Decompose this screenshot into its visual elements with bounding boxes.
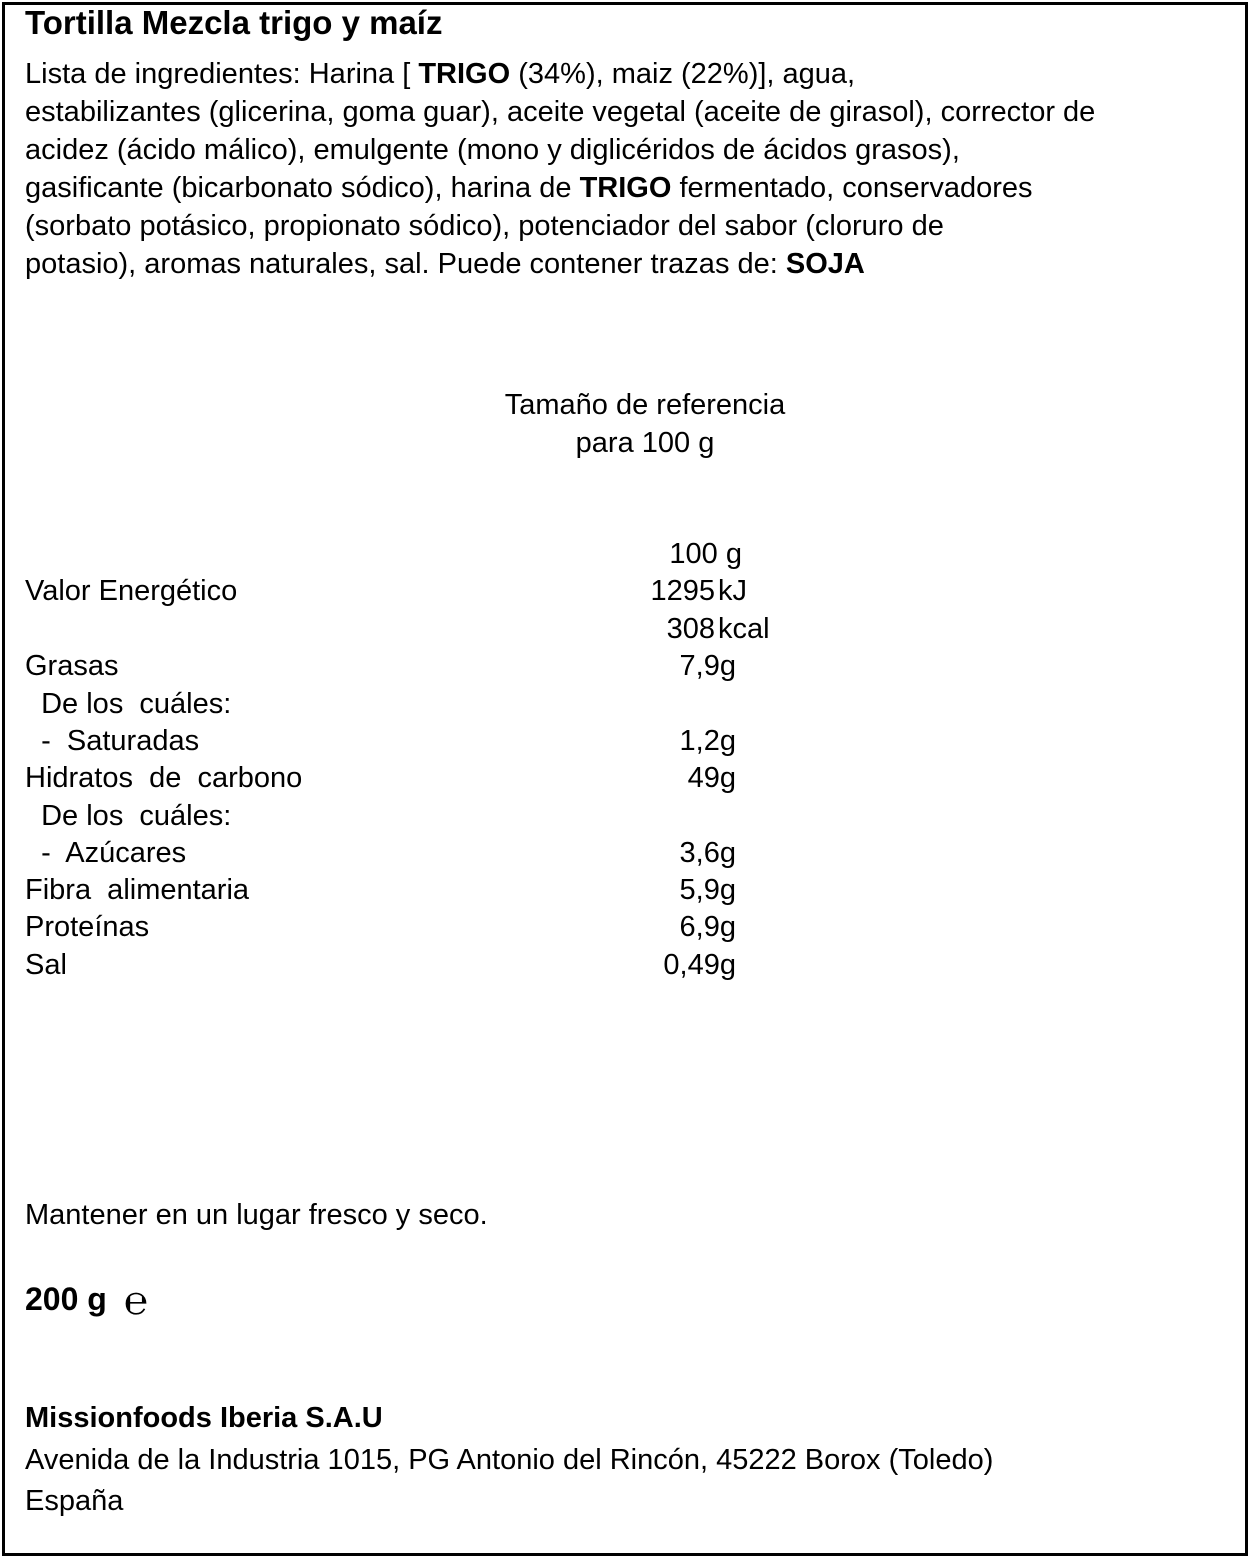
energy-kcal-unit: kcal — [718, 613, 770, 645]
reference-size-heading: Tamaño de referencia — [504, 389, 786, 421]
nutrition-column-header: 100 g — [669, 538, 742, 570]
nutrient-value-protein: 6,9g — [679, 911, 736, 943]
manufacturer-country: España — [25, 1485, 124, 1517]
nutrient-value-saturates: 1,2g — [679, 725, 736, 757]
nutrient-label-protein: Proteínas — [25, 911, 150, 943]
energy-kj-value: 1295 — [650, 575, 715, 607]
product-title: Tortilla Mezcla trigo y maíz — [25, 4, 443, 41]
nutrient-value-sugars: 3,6g — [679, 837, 736, 869]
ingredients-line-2: estabilizantes (glicerina, goma guar), aceite vegetal (aceite de girasol), corrector de — [25, 96, 1096, 128]
ingredients-line-1: Lista de ingredientes: Harina [ TRIGO (34%), maiz (22%)], agua, — [25, 58, 856, 90]
nutrient-value-fat: 7,9g — [679, 650, 736, 682]
nutrient-label-sugars: - Azúcares — [25, 837, 187, 869]
nutrient-label-salt: Sal — [25, 949, 67, 981]
nutrient-label-of-which: De los cuáles: — [25, 688, 232, 720]
nutrient-value-carbohydrates: 49g — [687, 762, 736, 794]
energy-kcal-value: 308 — [666, 613, 715, 645]
allergen-wheat: TRIGO — [579, 172, 672, 204]
nutrient-label-carbohydrates: Hidratos de carbono — [25, 762, 303, 794]
nutrient-label-of-which: De los cuáles: — [25, 800, 232, 832]
energy-kj-unit: kJ — [718, 575, 747, 607]
manufacturer-name: Missionfoods Iberia S.A.U — [25, 1402, 383, 1434]
nutrient-value-salt: 0,49g — [663, 949, 736, 981]
nutrient-label-fat: Grasas — [25, 650, 119, 682]
nutrient-value-fibre: 5,9g — [679, 874, 736, 906]
ingredients-line-6: potasio), aromas naturales, sal. Puede contener trazas de: SOJA — [25, 248, 865, 280]
ingredients-line-4: gasificante (bicarbonato sódico), harina de TRIGO fermentado, conservadores — [25, 172, 1033, 204]
ingredients-line-3: acidez (ácido málico), emulgente (mono y diglicéridos de ácidos grasos), — [25, 134, 960, 166]
net-weight: 200 g — [25, 1281, 107, 1317]
allergen-wheat: TRIGO — [418, 58, 511, 90]
estimated-sign-icon: ℮ — [124, 1278, 149, 1324]
storage-instructions: Mantener en un lugar fresco y seco. — [25, 1199, 488, 1231]
energy-label: Valor Energético — [25, 575, 238, 607]
allergen-soy: SOJA — [785, 248, 865, 280]
nutrient-label-saturates: - Saturadas — [25, 725, 200, 757]
manufacturer-address: Avenida de la Industria 1015, PG Antonio del Rincón, 45222 Borox (Toledo) — [25, 1444, 994, 1476]
reference-size-amount: para 100 g — [575, 427, 715, 459]
nutrient-label-fibre: Fibra alimentaria — [25, 874, 250, 906]
ingredients-line-5: (sorbato potásico, propionato sódico), potenciador del sabor (cloruro de — [25, 210, 944, 242]
ingredients-list — [25, 55, 1225, 283]
